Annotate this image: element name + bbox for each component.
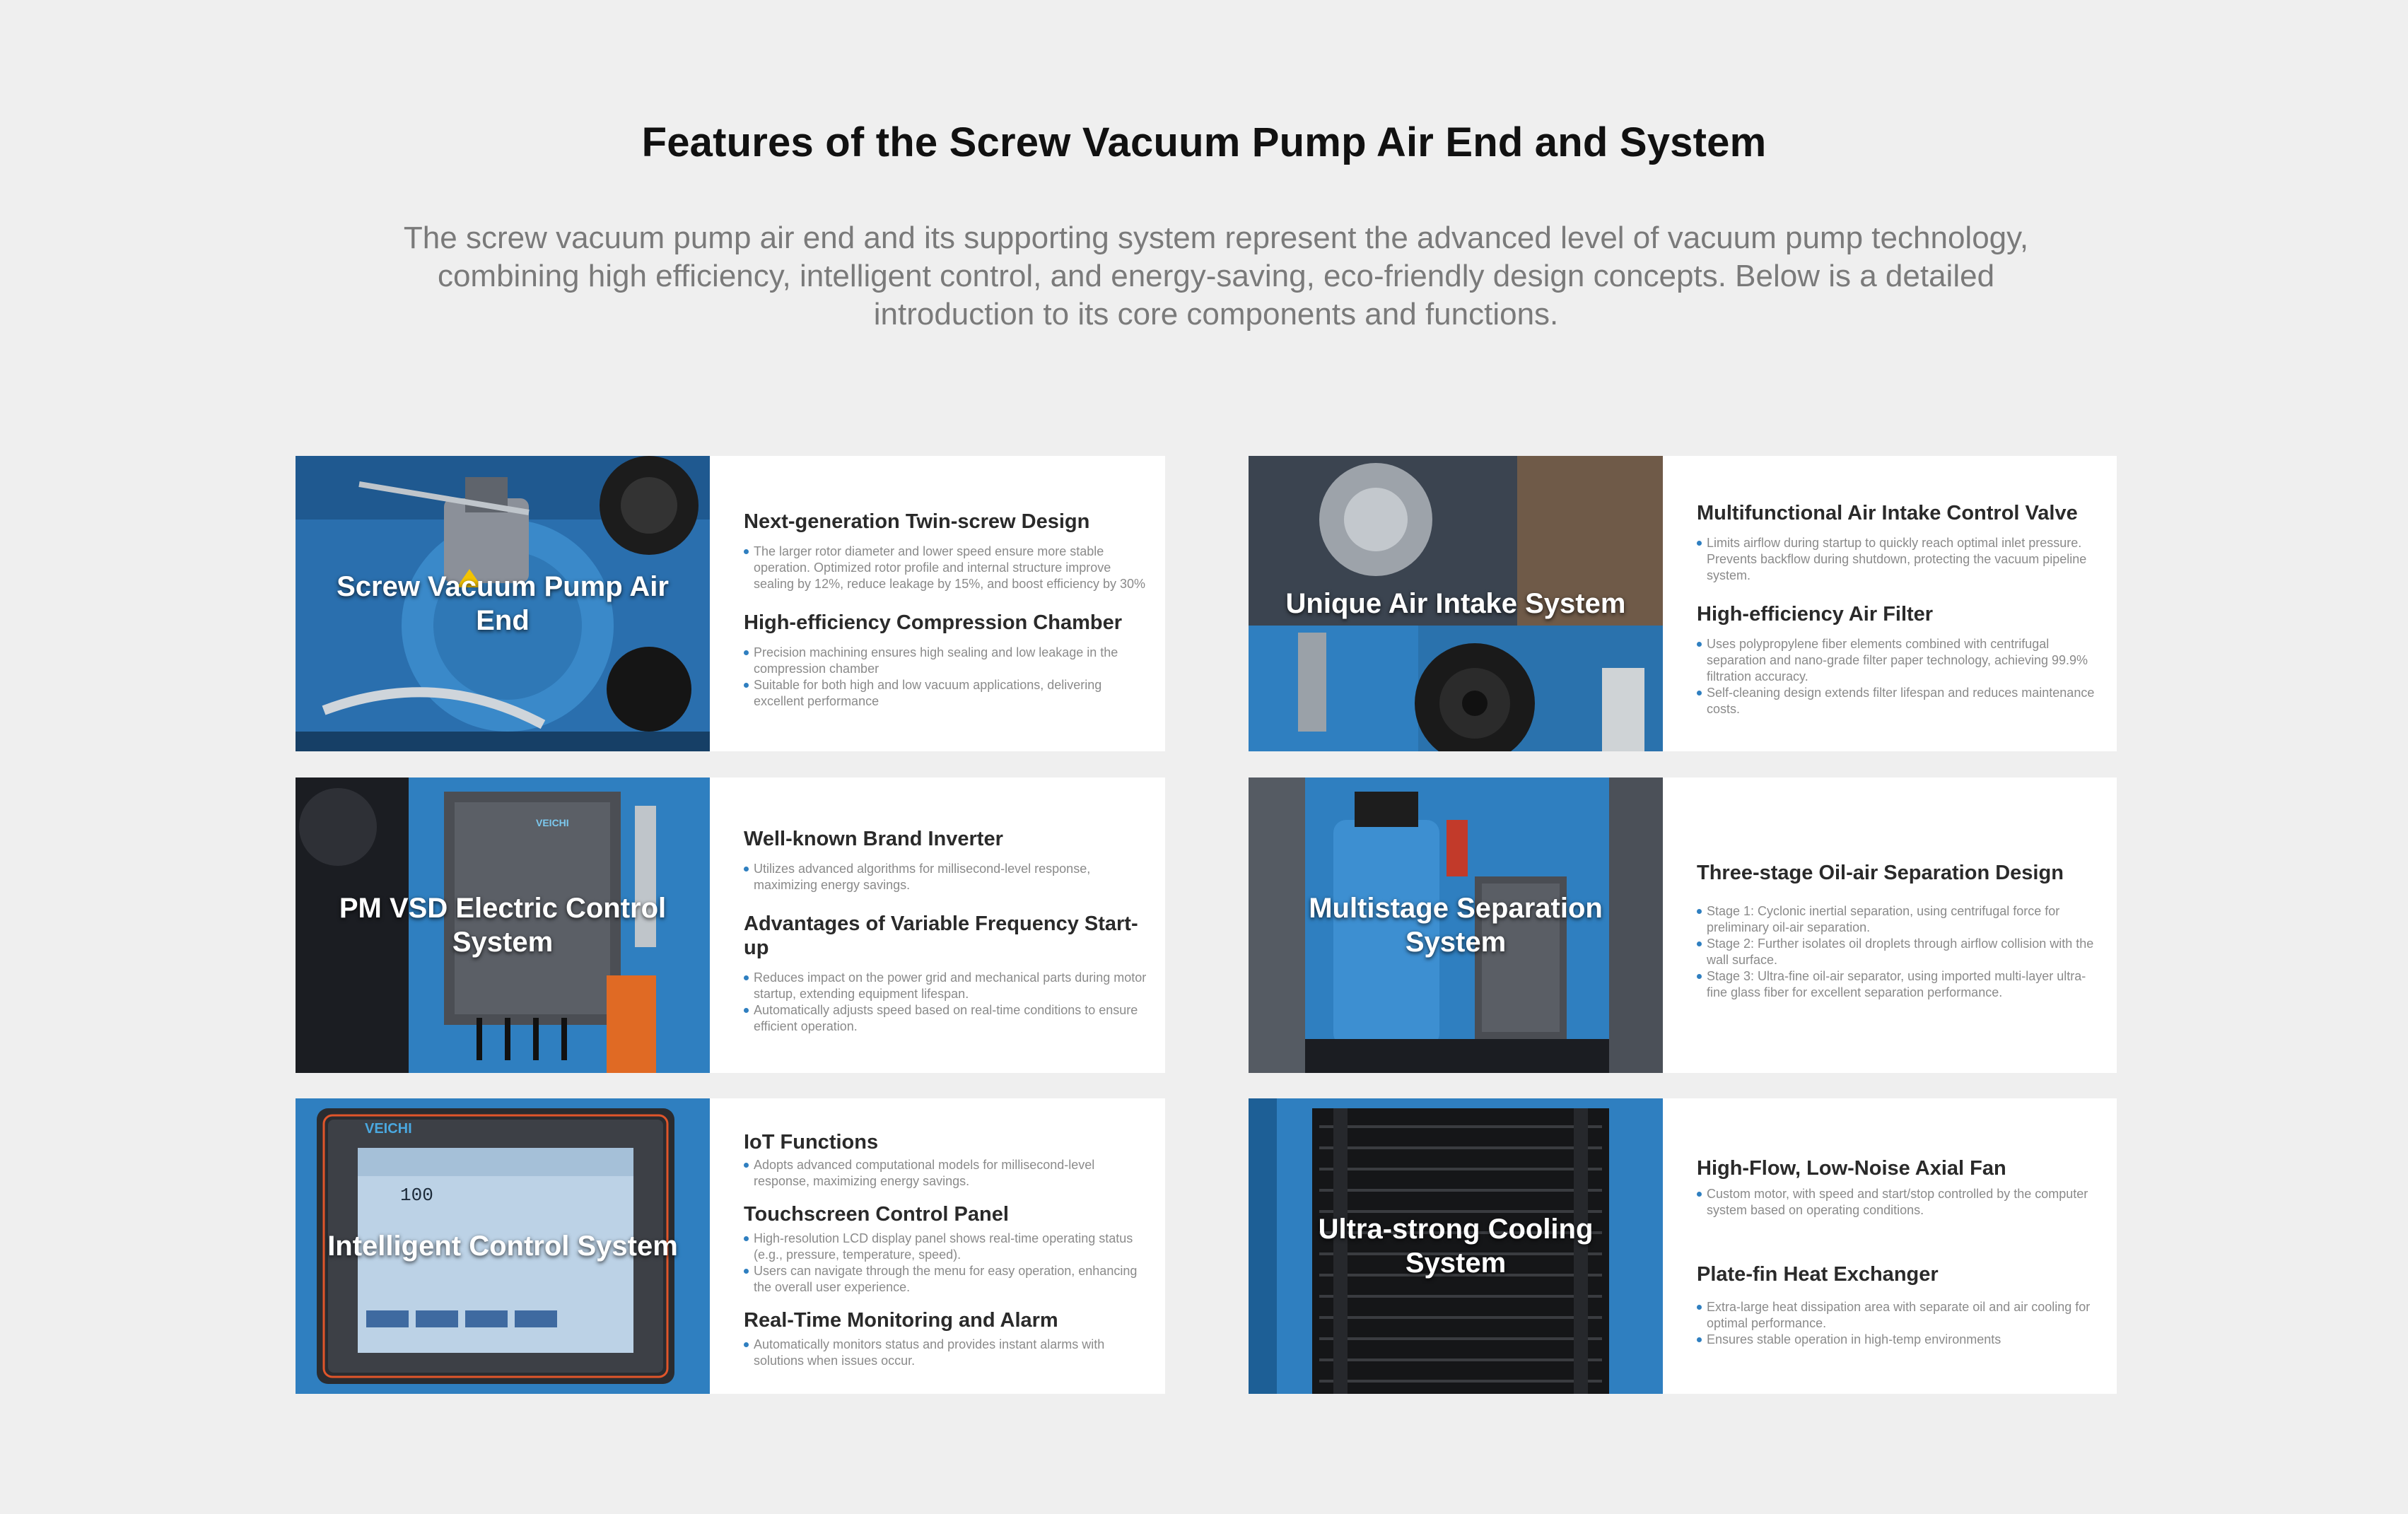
feature-bullets	[744, 544, 1150, 592]
intelligent-control-info	[710, 1098, 1165, 1394]
feature-bullet: Utilizes advanced algorithms for millisecond-level response, maximizing energy savings.	[744, 861, 1150, 893]
feature-bullets	[1697, 903, 2101, 1001]
feature-bullets	[744, 645, 1150, 710]
feature-bullet: Reduces impact on the power grid and mechanical parts during motor startup, extending equipment lifespan.	[744, 970, 1150, 1002]
feature-bullets	[1697, 636, 2101, 717]
feature-bullet: Ensures stable operation in high-temp environments	[1697, 1332, 2101, 1348]
feature-title: Well-known Brand Inverter	[744, 828, 1003, 850]
feature-card-cooling	[1249, 1098, 2117, 1394]
feature-card-intelligent-control	[296, 1098, 1165, 1394]
cooling-info	[1663, 1098, 2117, 1394]
air-end-info	[710, 456, 1165, 751]
feature-card-air-intake	[1249, 456, 2117, 751]
feature-title: Multifunctional Air Intake Control Valve	[1697, 502, 2078, 524]
feature-bullet: Extra-large heat dissipation area with separate oil and air cooling for optimal performance.	[1697, 1299, 2101, 1332]
feature-bullet: Suitable for both high and low vacuum applications, delivering excellent performance	[744, 677, 1150, 710]
air-end-photo	[296, 456, 710, 751]
feature-bullet: Stage 1: Cyclonic inertial separation, using centrifugal force for preliminary oil-air separation.	[1697, 903, 2101, 936]
feature-title: Advantages of Variable Frequency Start-up	[744, 912, 1138, 959]
feature-three-stage	[1697, 861, 2101, 1001]
feature-bullets	[744, 1157, 1150, 1190]
feature-title: Three-stage Oil-air Separation Design	[1697, 862, 2064, 884]
feature-bullet: Uses polypropylene fiber elements combined with centrifugal separation and nano-grade filter paper technology, achieving 99.9% filtration accuracy.	[1697, 636, 2101, 685]
feature-iot	[744, 1130, 1150, 1190]
feature-bullet: Stage 3: Ultra-fine oil-air separator, using imported multi-layer ultra-fine glass fiber for excellent separation performance.	[1697, 968, 2101, 1001]
feature-title: High-Flow, Low-Noise Axial Fan	[1697, 1156, 2006, 1180]
feature-brand-inverter	[744, 827, 1150, 893]
air-intake-caption: Unique Air Intake System	[1285, 588, 1626, 619]
feature-bullets	[744, 1337, 1150, 1369]
cooling-photo	[1249, 1098, 1663, 1394]
cooling-caption: Ultra-strong Cooling System	[1318, 1214, 1594, 1279]
feature-title: Next-generation Twin-screw Design	[744, 510, 1090, 533]
feature-title: Plate-fin Heat Exchanger	[1697, 1262, 1939, 1286]
feature-bullet: The larger rotor diameter and lower speed ensure more stable operation. Optimized rotor profile and internal structure improve sealing by 12%, reduce leakage by 15%, and boost efficiency by 30%	[744, 544, 1150, 592]
air-end-caption: Screw Vacuum Pump Air End	[337, 571, 669, 636]
air-intake-info	[1663, 456, 2117, 751]
intelligent-control-photo	[296, 1098, 710, 1394]
feature-bullet: Precision machining ensures high sealing and low leakage in the compression chamber	[744, 645, 1150, 677]
feature-monitoring-alarm	[744, 1308, 1150, 1369]
vsd-panel-brand: VEICHI	[536, 817, 569, 828]
feature-bullet: Self-cleaning design extends filter lifespan and reduces maintenance costs.	[1697, 685, 2101, 717]
feature-bullet: Automatically monitors status and provides instant alarms with solutions when issues occur.	[744, 1337, 1150, 1369]
feature-title: High-efficiency Air Filter	[1697, 603, 1934, 626]
feature-bullets	[744, 861, 1150, 893]
feature-title: IoT Functions	[744, 1131, 879, 1154]
feature-air-filter	[1697, 602, 2101, 717]
feature-bullets	[1697, 1299, 2101, 1348]
feature-bullet: Users can navigate through the menu for easy operation, enhancing the overall user experience.	[744, 1263, 1150, 1296]
feature-title: Real-Time Monitoring and Alarm	[744, 1309, 1058, 1332]
vsd-control-info	[710, 777, 1165, 1073]
vsd-control-photo	[296, 777, 710, 1073]
separation-caption: Multistage Separation System	[1309, 893, 1603, 958]
feature-bullets	[1697, 1186, 2101, 1219]
touch-panel-brand: VEICHI	[365, 1121, 412, 1137]
feature-bullet: High-resolution LCD display panel shows real-time operating status (e.g., pressure, temperature, speed).	[744, 1231, 1150, 1263]
feature-bullet: Stage 2: Further isolates oil droplets through airflow collision with the wall surface.	[1697, 936, 2101, 968]
feature-title: High-efficiency Compression Chamber	[744, 611, 1122, 634]
separation-photo	[1249, 777, 1663, 1073]
feature-bullets	[1697, 535, 2101, 584]
feature-title: Touchscreen Control Panel	[744, 1203, 1009, 1226]
feature-heat-exchanger	[1697, 1262, 2101, 1348]
feature-compression-chamber	[744, 611, 1150, 710]
feature-axial-fan	[1697, 1156, 2101, 1219]
feature-bullet: Limits airflow during startup to quickly reach optimal inlet pressure. Prevents backflow during shutdown, protecting the vacuum pipeline system.	[1697, 535, 2101, 584]
touch-panel-reading: 100	[400, 1185, 433, 1206]
feature-intake-valve	[1697, 501, 2101, 584]
feature-card-vsd-control	[296, 777, 1165, 1073]
feature-twin-screw	[744, 510, 1150, 592]
feature-bullet: Automatically adjusts speed based on real-time conditions to ensure efficient operation.	[744, 1002, 1150, 1035]
separation-info	[1663, 777, 2117, 1073]
air-intake-photo	[1249, 456, 1663, 751]
feature-touchscreen	[744, 1202, 1150, 1296]
intro-paragraph: The screw vacuum pump air end and its supporting system represent the advanced level of vacuum pump technology, combining high efficiency, intelligent control, and energy-saving, eco-friendly design concepts. Below is a detailed introduction to its core components and functions.	[403, 221, 2029, 331]
intelligent-control-caption: Intelligent Control System	[327, 1231, 678, 1262]
feature-vfd-startup	[744, 912, 1150, 1035]
feature-bullets	[744, 1231, 1150, 1296]
feature-bullet: Adopts advanced computational models for millisecond-level response, maximizing energy savings.	[744, 1157, 1150, 1190]
vsd-control-caption: PM VSD Electric Control System	[339, 893, 667, 958]
feature-bullet: Custom motor, with speed and start/stop controlled by the computer system based on operating conditions.	[1697, 1186, 2101, 1219]
feature-bullets	[744, 970, 1150, 1035]
feature-card-air-end	[296, 456, 1165, 751]
page-title: Features of the Screw Vacuum Pump Air End and System	[641, 119, 1767, 165]
feature-card-separation	[1249, 777, 2117, 1073]
